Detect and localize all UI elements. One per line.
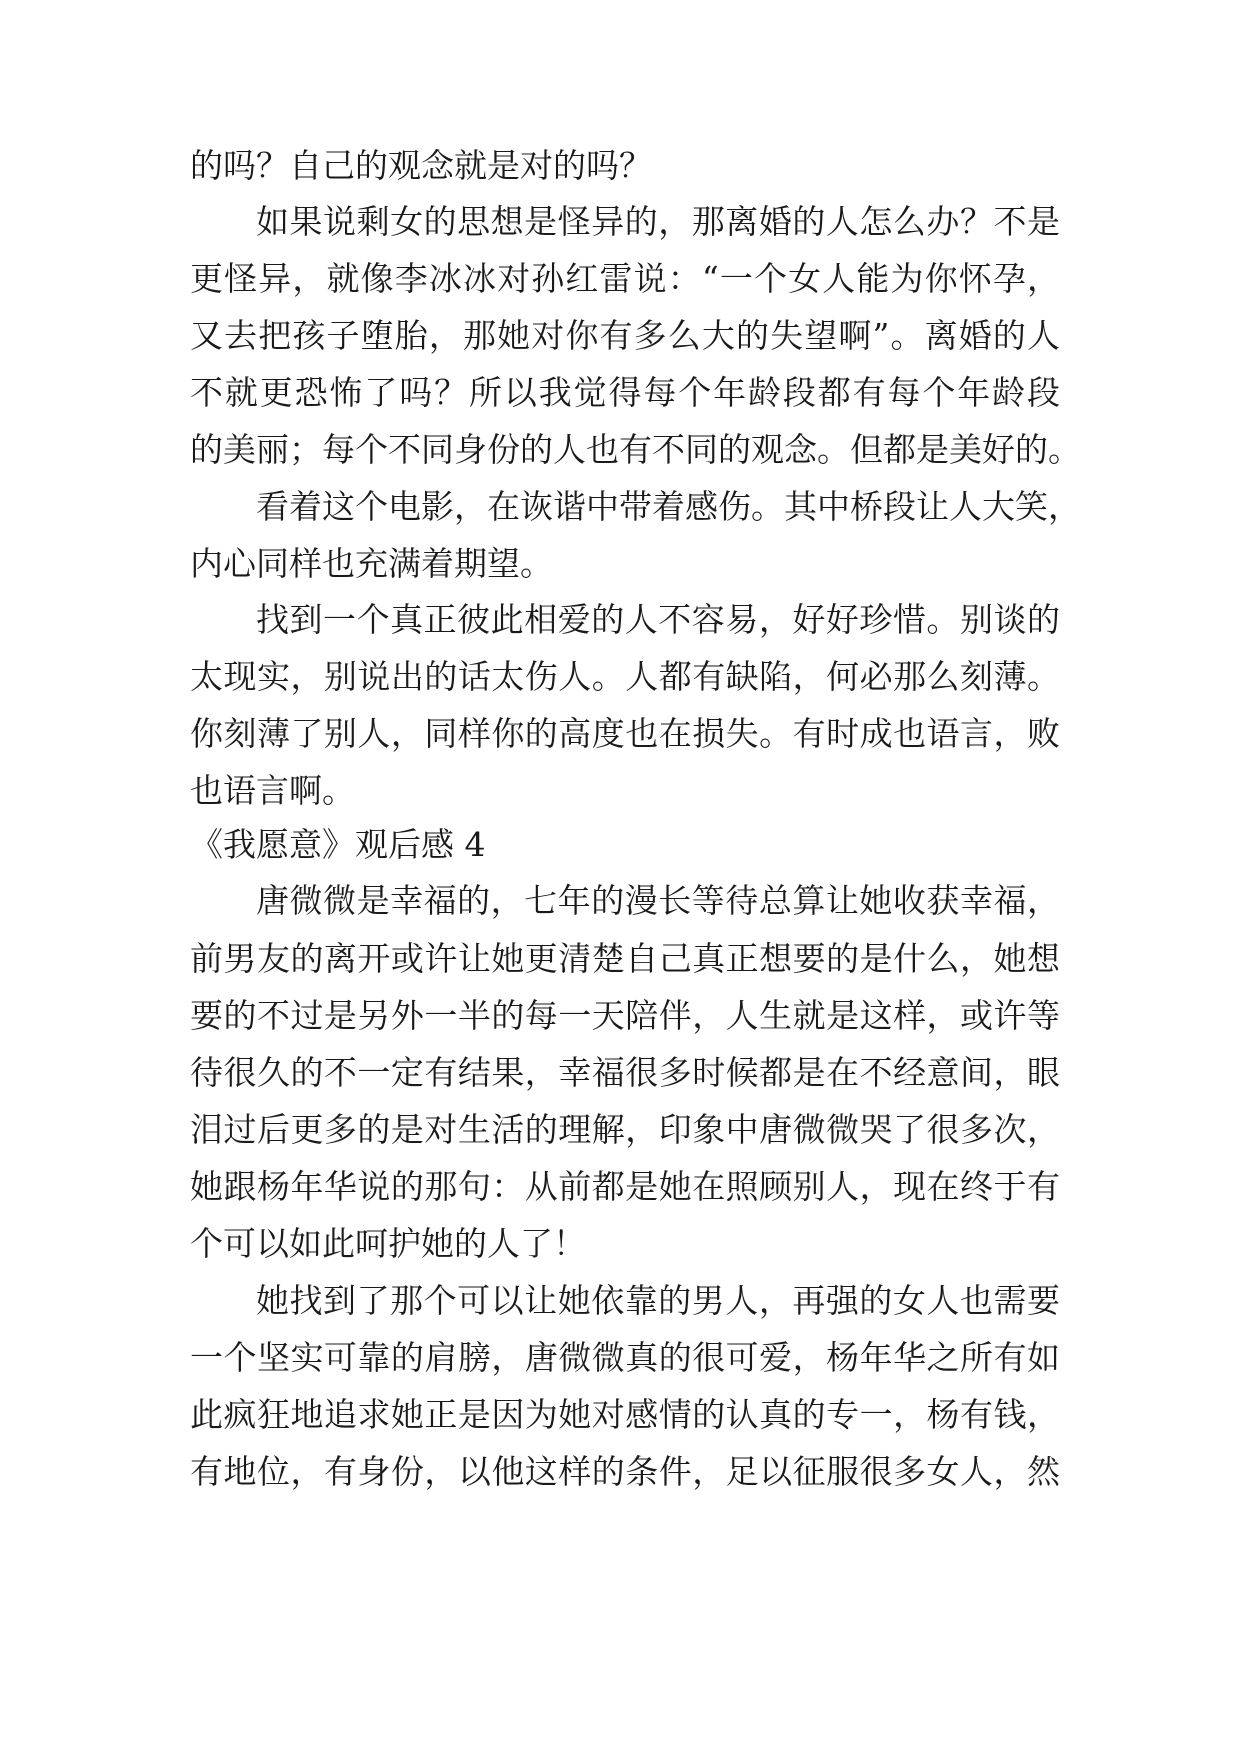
paragraph-line: 看着这个电影，在诙谐中带着感伤。其中桥段让人大笑，	[256, 487, 1081, 526]
paragraph-line: 她找到了那个可以让她依靠的男人，再强的女人也需要	[256, 1281, 1060, 1320]
paragraph-line: 唐微微是幸福的，七年的漫长等待总算让她收获幸福，	[256, 881, 1060, 920]
paragraph-line: 太现实，别说出的话太伤人。人都有缺陷，何必那么刻薄。	[190, 657, 1060, 696]
paragraph-line: 她跟杨年华说的那句：从前都是她在照顾别人，现在终于有	[190, 1167, 1060, 1206]
paragraph-line: 找到一个真正彼此相爱的人不容易，好好珍惜。别谈的	[256, 600, 1060, 639]
paragraph-line: 有地位，有身份，以他这样的条件，足以征服很多女人，然	[190, 1452, 1060, 1491]
paragraph-line: 此疯狂地追求她正是因为她对感情的认真的专一，杨有钱，	[190, 1395, 1060, 1434]
paragraph-line: 也语言啊。	[190, 771, 355, 810]
paragraph-line: 个可以如此呵护她的人了！	[190, 1224, 586, 1263]
paragraph-line: 前男友的离开或许让她更清楚自己真正想要的是什么，她想	[190, 939, 1060, 978]
paragraph-line: 的吗？自己的观念就是对的吗？	[190, 146, 652, 185]
paragraph-line: 更怪异，就像李冰冰对孙红雷说：“一个女人能为你怀孕，	[190, 259, 1060, 298]
paragraph-line: 不就更恐怖了吗？所以我觉得每个年龄段都有每个年龄段	[190, 373, 1060, 412]
section-heading: 《我愿意》观后感 4	[190, 825, 486, 864]
paragraph-line: 你刻薄了别人，同样你的高度也在损失。有时成也语言，败	[190, 714, 1060, 753]
paragraph-line: 要的不过是另外一半的每一天陪伴，人生就是这样，或许等	[190, 996, 1060, 1035]
paragraph-line: 内心同样也充满着期望。	[190, 544, 553, 583]
paragraph-line: 一个坚实可靠的肩膀，唐微微真的很可爱，杨年华之所有如	[190, 1338, 1060, 1377]
paragraph-line: 泪过后更多的是对生活的理解，印象中唐微微哭了很多次，	[190, 1110, 1060, 1149]
paragraph-line: 的美丽；每个不同身份的人也有不同的观念。但都是美好的。	[190, 430, 1081, 469]
paragraph-line: 又去把孩子堕胎，那她对你有多么大的失望啊”。离婚的人	[190, 316, 1060, 355]
paragraph-line: 如果说剩女的思想是怪异的，那离婚的人怎么办？不是	[256, 202, 1060, 241]
paragraph-line: 待很久的不一定有结果，幸福很多时候都是在不经意间，眼	[190, 1053, 1060, 1092]
